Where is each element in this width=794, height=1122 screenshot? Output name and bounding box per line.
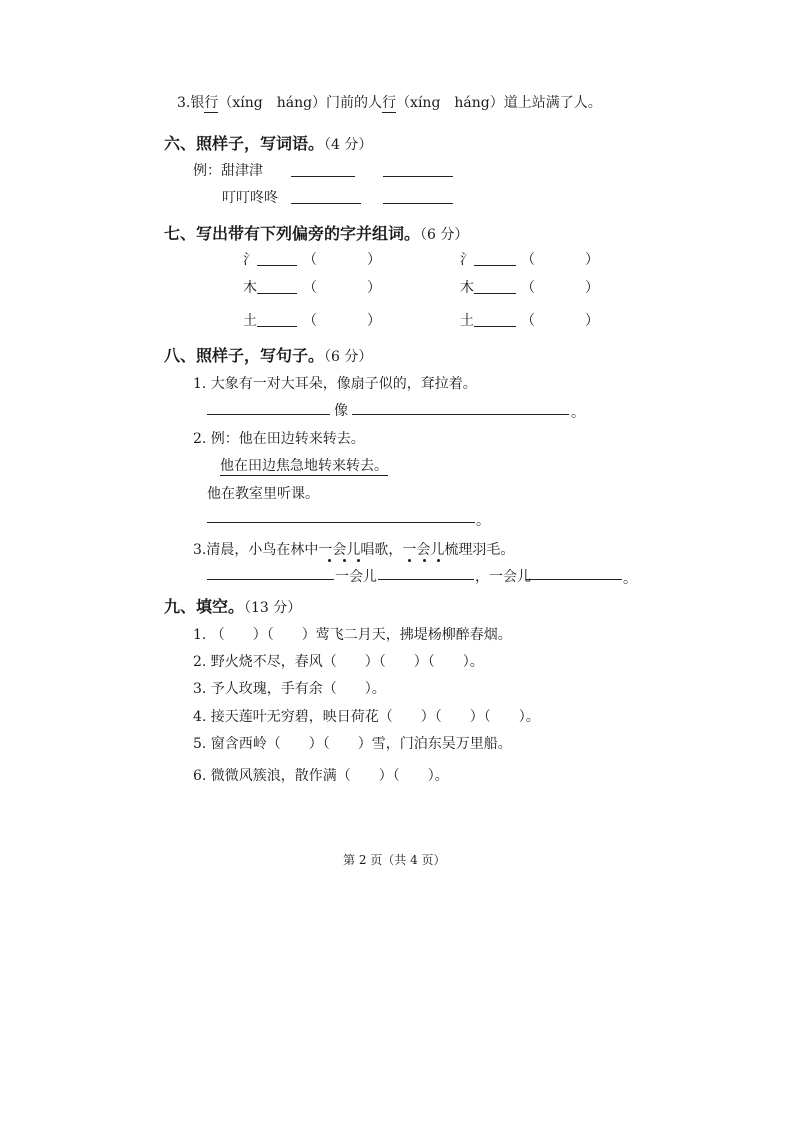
section-8-question-3: 3.清晨，小鸟在林中一会儿唱歌，一会儿梳理羽毛。 [193,542,515,558]
section-8-title: 八、照样子，写句子。（6 分） [164,346,373,365]
answer-blank[interactable] [474,326,516,327]
fill-item-5: 5. 窗含西岭（ ）（ ）雪，门泊东吴万里船。 [193,736,512,752]
emphasis-dot [357,559,360,562]
answer-blank[interactable] [474,293,516,294]
answer-blank[interactable] [474,265,516,266]
emphasis-dot [408,559,411,562]
q3-connector-b: ，一会儿 [475,569,531,585]
answer-blank[interactable] [257,265,297,266]
page-footer: 第 2 页（共 4 页） [343,853,446,867]
q1-connector: 像 [334,403,348,419]
paren-open: （ [303,252,317,268]
emphasis-dot [437,559,440,562]
paren-open: （ [303,280,317,296]
radical-label: 土 [460,313,474,329]
fill-item-4: 4. 接天莲叶无穷碧，映日荷花（ ）（ ）（ ）。 [193,709,540,725]
fill-item-1: 1. （ ）（ ）莺飞二月天，拂堤杨柳醉春烟。 [193,627,512,643]
radical-label: 土 [243,313,257,329]
paren-close: ） [585,280,599,296]
paren-open: （ [521,280,535,296]
answer-blank[interactable] [291,176,355,177]
fill-item-3: 3. 予人玫瑰，手有余（ ）。 [193,681,386,697]
section-8-question-1: 1. 大象有一对大耳朵，像扇子似的，耷拉着。 [193,376,477,392]
answer-blank[interactable] [207,414,330,415]
section-9-title: 九、填空。（13 分） [164,597,302,616]
paren-open: （ [521,252,535,268]
answer-blank[interactable] [526,579,622,580]
radical-label: 氵 [243,252,257,268]
answer-blank[interactable] [383,203,453,204]
q3-period: 。 [623,571,637,587]
answer-blank[interactable] [257,326,297,327]
q2-prompt: 他在教室里听课。 [207,486,319,502]
paren-close: ） [367,280,381,296]
answer-blank[interactable] [383,176,453,177]
section-6-title: 六、照样子，写词语。（4 分） [164,134,373,153]
answer-blank[interactable] [291,203,361,204]
section-7-title: 七、写出带有下列偏旁的字并组词。（6 分） [164,224,469,243]
answer-blank[interactable] [257,293,297,294]
radical-label: 氵 [460,252,474,268]
paren-close: ） [367,313,381,329]
fill-item-2: 2. 野火烧不尽，春风（ ）（ ）（ ）。 [193,654,484,670]
fill-item-6: 6. 微微风簇浪，散作满（ ）（ ）。 [193,768,449,784]
answer-blank[interactable] [378,579,474,580]
emphasis-dot [343,559,346,562]
paren-close: ） [585,252,599,268]
section-6-example: 例：甜津津 [193,163,263,179]
section-6-example-2: 叮叮咚咚 [222,190,278,206]
paren-close: ） [367,252,381,268]
answer-blank[interactable] [352,414,569,415]
q2-period: 。 [476,513,490,529]
q3-connector-a: 一会儿 [335,569,377,585]
q2-example-sentence: 他在田边焦急地转来转去。 [220,458,388,474]
paren-close: ） [585,313,599,329]
emphasis-dot [328,559,331,562]
q1-period: 。 [571,405,585,421]
section-8-question-2: 2. 例：他在田边转来转去。 [193,431,365,447]
radical-label: 木 [460,280,474,296]
answer-blank[interactable] [207,579,334,580]
question-3-pinyin: 3.银行（xíng háng）门前的人行（xíng háng）道上站满了人。 [177,95,602,111]
paren-open: （ [521,313,535,329]
emphasis-dot [423,559,426,562]
radical-label: 木 [243,280,257,296]
answer-blank[interactable] [207,522,475,523]
paren-open: （ [303,313,317,329]
